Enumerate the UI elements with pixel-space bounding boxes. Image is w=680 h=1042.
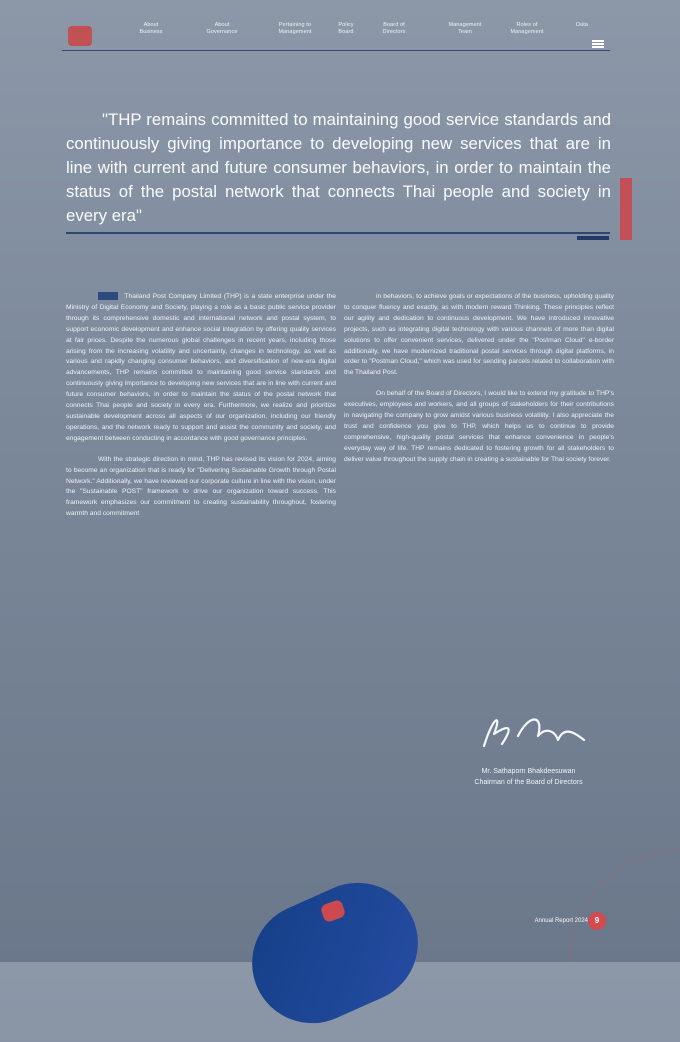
top-navigation [60,14,620,50]
page-number[interactable]: 9 [588,912,606,930]
quote-divider [66,232,610,234]
signature-image [474,706,594,754]
decorative-corner-arc [569,851,680,962]
nav-item-business[interactable]: About Business [139,22,163,35]
paragraph-1 [66,292,336,445]
paragraph-4: On behalf of the Board of Directors, I would like to extend my gratitude to THP's executives, employees and workers, and all groups of stakeholders for their contributions in navigating the company to grow amidst various business volatility. I also appreciate the trust and confidence you give to THP, which helps us to continue to provide comprehensive, high-quality postal services that enhance convenience in people's everyday way of life. THP remains dedicated to fostering growth for all stakeholders to deliver value throughout the supply chain in creating a sustainable for Thai society forever. [344,390,614,463]
signatory-title: Chairman of the Board of Directors [474,779,583,786]
nav-item-management[interactable]: Pertaining to Management [278,22,312,35]
dropcap-icon [98,292,118,300]
decorative-blue-shape [233,864,437,1042]
nav-item-policy[interactable]: Policy Board [338,22,354,35]
nav-divider [62,50,610,51]
nav-item-data[interactable]: Data [575,22,589,28]
message-column-right [344,292,614,476]
nav-item-governance[interactable]: About Governance [206,22,238,35]
menu-icon[interactable] [592,40,604,48]
nav-item-team[interactable]: Management Team [448,22,482,35]
side-tab[interactable] [620,178,632,240]
paragraph-2: With the strategic direction in mind, THP has revised its vision for 2024, aiming to become an organization that is ready for "Delivering Sustainable Growth through Postal Network." Additionally, we have reviewed our corporate culture in line with the vision, under the "Sustainable POST" framework to drive our organization toward success. This framework emphasizes our commitment to creating sustainability throughout, fostering warmth and commitment [66,455,336,518]
footer-report-label: Annual Report 2024 [534,918,588,924]
signatory-name: Mr. Sathaporn Bhakdeesuwan [481,768,576,775]
quote-rule-accent [577,236,609,240]
paragraph-3: in behaviors, to achieve goals or expectations of the business, upholding quality to conquer fluency and exactly, as with modern reward Thinking. These principles reflect our agility and dedication to continuous development. We have introduced innovative projects, such as integrating digital technology with various channels of more than digital solutions to offer convenient services, delivered under the "Postman Cloud" e-border additionally, we have modernized traditional postal services through digital platforms, in order to "Postman Cloud," which was used for sending parcels related to collaboration with the Thailand Post. [344,293,614,377]
paragraph-1-text: Thailand Post Company Limited (THP) is a state enterprise under the Ministry of Digital Economy and Society, playing a role as a basic public service provider through its comprehensive domestic and international network and postal system, to support economic development and enhance social integration by offering quality services at fair prices. Despite the numerous global challenges in recent years, including those arising from the increasing volatility and uncertainty, changes in technology, as well as various and rapidly changing consumer behaviors, and diversification of new-era digital advancements, THP remains committed to maintaining good service standards and continuously giving importance to developing new services that are in line with current and future consumer behaviors, in order to maintain the status of the postal network that connects Thai people and society in every era. Furthermore, we realize and prioritize sustainable development across all aspects of our organization, including our friendly operations, and the network ready to support and assist the community and society, and engagement between conducting in accordance with good governance principles. [66,293,336,442]
nav-item-board[interactable]: Board of Directors [382,22,406,35]
logo-icon[interactable] [68,26,92,46]
message-column-left [66,292,336,530]
chairman-quote: "THP remains committed to maintaining good service standards and continuously giving importance to developing new services that are in line with current and future consumer behaviors, in order to maintain the status of the postal network that connects Thai people and society in every era" [66,110,611,225]
nav-item-roles[interactable]: Roles of Management [510,22,544,35]
